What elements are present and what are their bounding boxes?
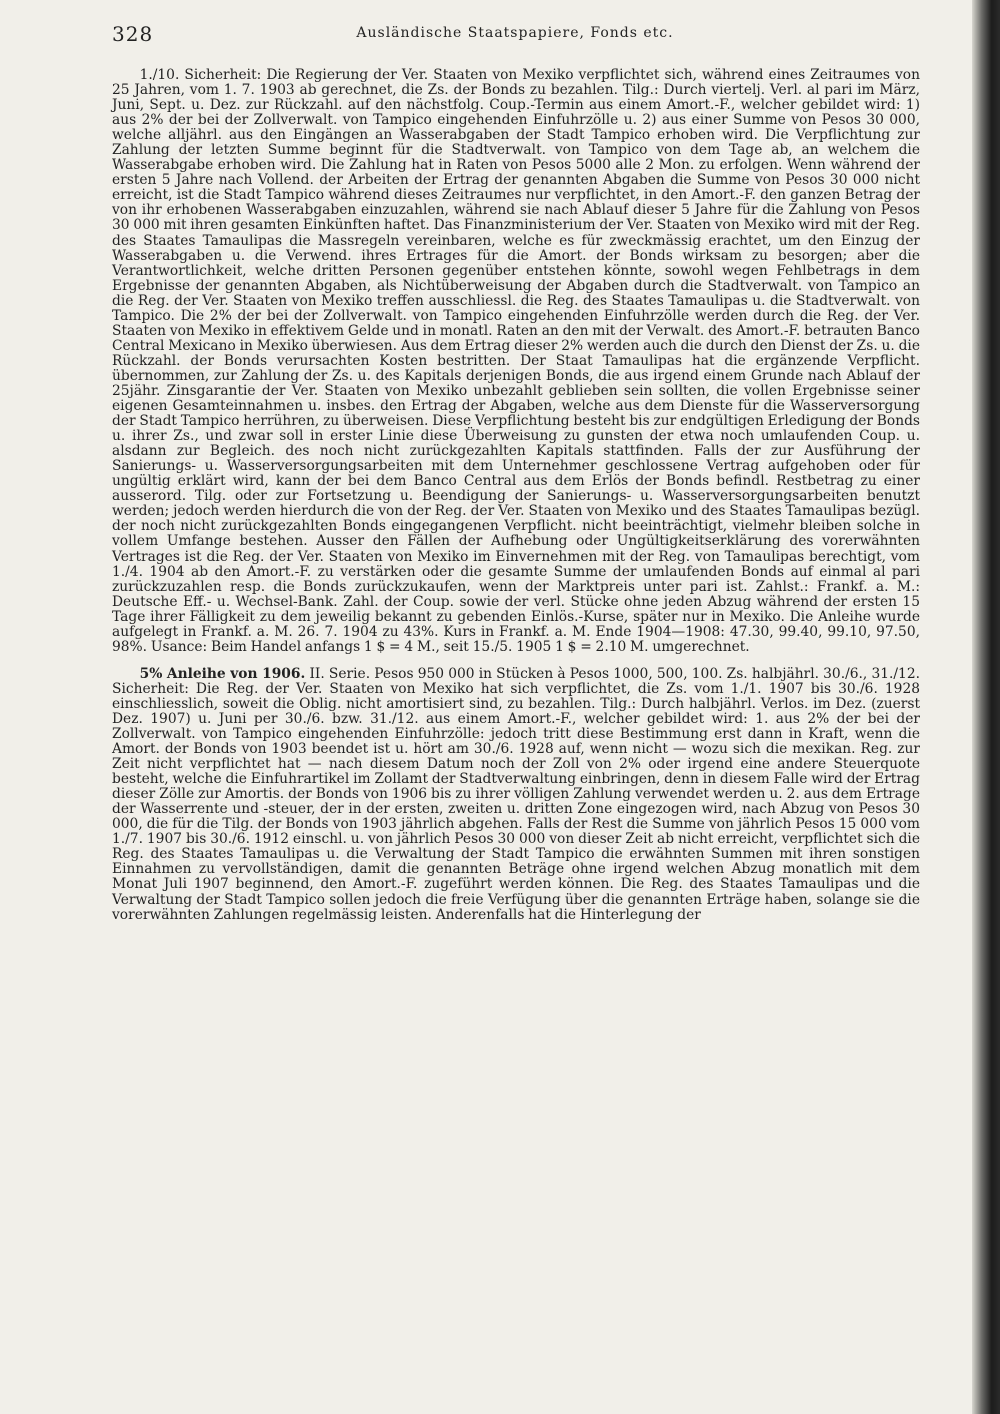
section-body: 1./10. Sicherheit: Die Regierung der Ver. Staaten von Mexiko verpflichtet sich, während eines Zeitraumes von 25 Jahren, vom 1. 7. 1903 ab gerechnet, die Zs. der Bonds zu bezahlen. Tilg.: Durch viertelj. Verl. al pari im März, Juni, Sept. u. Dez. zur Rückzahl. auf den nächstfolg. Coup.-Termin aus einem Amort.-F., welcher gebildet wird: 1) aus 2% der bei der Zollverwalt. von Tampico eingehenden Einfuhrzölle u. 2) aus einer Summe von Pesos 30 000, welche alljährl. aus den Eingängen an Wasserabgaben der Stadt Tampico erhoben wird. Die Verpflichtung zur Zahlung der letzten Summe beginnt für die Stadtverwalt. von Tampico von dem Tage ab, an welchem die Wasserabgabe erhoben wird. Die Zahlung hat in Raten von Pesos 5000 alle 2 Mon. zu erfolgen. Wenn während der ersten 5 Jahre nach Vollend. der Arbeiten der Ertrag der genannten Abgaben die Summe von Pesos 30 000 nicht erreicht, ist die Stadt Tampico während dieses Zeitraumes nur verpflichtet, in den Amort.-F. den ganzen Betrag der von ihr erhobenen Wasserabgaben einzuzahlen, während sie nach Ablauf dieser 5 Jahre für die Zahlung von Pesos 30 000 mit ihren gesamten Einkünften haftet. Das Finanzministerium der Ver. Staaten von Mexiko wird mit der Reg. des Staates Tamaulipas die Massregeln vereinbaren, welche es für zweckmässig erachtet, um den Einzug der Wasserabgaben u. die Verwend. ihres Ertrages für die Amort. der Bonds wirksam zu besorgen; aber die Verantwortlichkeit, welche dritten Personen gegenüber entstehen könnte, sowohl wegen Fehlbetrags in dem Ergebnisse der genannten Abgaben, als Nichtüberweisung der Abgaben durch die Stadtverwalt. von Tampico an die Reg. der Ver. Staaten von Mexiko treffen ausschliessl. die Reg. des Staates Tamaulipas u. die Stadtverwalt. von Tampico. Die 2% der bei der Zollverwalt. von Tampico eingehenden Einfuhrzölle werden durch die Reg. der Ver. Staaten von Mexiko in effektivem Gelde und in monatl. Raten an den mit der Verwalt. des Amort.-F. betrauten Banco Central Mexicano in Mexiko überwiesen. Aus dem Ertrag dieser 2% werden auch die durch den Dienst der Zs. u. die Rückzahl. der Bonds verursachten Kosten bestritten. Der Staat Tamaulipas hat die ergänzende Verpflicht. übernommen, zur Zahlung der Zs. u. des Kapitals derjenigen Bonds, die aus irgend einem Grunde nach Ablauf der 25jähr. Zinsgarantie der Ver. Staaten von Mexiko unbezahlt geblieben sein sollten, die vollen Ergebnisse seiner eigenen Gesamteinnahmen u. insbes. den Ertrag der Abgaben, welche aus dem Dienste für die Wasserversorgung der Stadt Tampico herrühren, zu überweisen. Diese Verpflichtung besteht bis zur endgültigen Erledigung der Bonds u. ihrer Zs., und zwar soll in erster Linie diese Überweisung zu gunsten der etwa noch umlaufenden Coup. u. alsdann zur Begleich. des noch nicht zurückgezahlten Kapitals stattfinden. Falls der zur Ausführung der Sanierungs- u. Wasserversorgungsarbeiten mit dem Unternehmer geschlossene Vertrag aufgehoben oder für ungültig erklärt wird, kann der bei dem Banco Central aus dem Erlös der Bonds befindl. Restbetrag zu einer ausserord. Tilg. oder zur Fortsetzung u. Beendigung der Sanierungs- u. Wasserversorgungsarbeiten benutzt werden; jedoch werden hierdurch die von der Reg. der Ver. Staaten von Mexiko und des Staates Tamaulipas bezügl. der noch nicht zurückgezahlten Bonds eingegangenen Verpflicht. nicht beeinträchtigt, vielmehr bleiben solche in vollem Umfange bestehen. Ausser den Fällen der Aufhebung oder Ungültigkeitserklärung des vorerwähnten Vertrages ist die Reg. der Ver. Staaten von Mexiko im Einvernehmen mit der Reg. von Tamaulipas berechtigt, vom 1./4. 1904 ab den Amort.-F. zu verstärken oder die gesamte Summe der umlaufenden Bonds auf einmal al pari zurückzuzahlen resp. die Bonds zurückzukaufen, wenn der Marktpreis unter pari ist. Zahlst.: Frankf. a. M.: Deutsche Eff.- u. Wechsel-Bank. Zahl. der Coup. sowie der verl. Stücke ohne jeden Abzug während der ersten 15 Tage ihrer Fälligkeit zu dem jeweilig bekannt zu gebenden Einlös.-Kurse, später nur in Mexiko. Die Anleihe wurde aufgelegt in Frankf. a. M. 26. 7. 1904 zu 43%. Kurs in Frankf. a. M. Ende 1904—1908: 47.30, 99.40, 99.10, 97.50, 98%. Usance: Beim Handel anfangs 1 $ = 4 M., seit 15./5. 1905 1 $ = 2.10 M. umgerechnet.: [112, 67, 920, 655]
book-binding-edge: [972, 0, 1000, 1414]
section-paragraph: [112, 667, 920, 923]
page-header: [112, 22, 918, 54]
section-paragraph: [112, 68, 920, 655]
section-body: II. Serie. Pesos 950 000 in Stücken à Pesos 1000, 500, 100. Zs. halbjährl. 30./6., 31./12. Sicherheit: Die Reg. der Ver. Staaten von Mexiko hat sich verpflichtet, die Zs. vom 1./1. 1907 bis 30./6. 1928 einschliesslich, soweit die Oblig. nicht amortisiert sind, zu bezahlen. Tilg.: Durch halbjährl. Verlos. im Dez. (zuerst Dez. 1907) u. Juni per 30./6. bzw. 31./12. aus einem Amort.-F., welcher gebildet wird: 1. aus 2% der bei der Zollverwalt. von Tampico eingehenden Einfuhrzölle: jedoch tritt diese Bestimmung erst dann in Kraft, wenn die Amort. der Bonds von 1903 beendet ist u. hört am 30./6. 1928 auf, wenn nicht — wozu sich die mexikan. Reg. zur Zeit nicht verpflichtet hat — nach diesem Datum noch der Zoll von 2% oder irgend eine andere Steuerquote besteht, welche die Einfuhrartikel im Zollamt der Stadtverwaltung einbringen, denn in diesem Falle wird der Ertrag dieser Zölle zur Amortis. der Bonds von 1906 bis zu ihrer völligen Zahlung verwendet werden u. 2. aus dem Ertrage der Wasserrente und -steuer, der in der ersten, zweiten u. dritten Zone eingezogen wird, nach Abzug von Pesos 30 000, die für die Tilg. der Bonds von 1903 jährlich abgehen. Falls der Rest die Summe von jährlich Pesos 15 000 vom 1./7. 1907 bis 30./6. 1912 einschl. u. von jährlich Pesos 30 000 von dieser Zeit ab nicht erreicht, verpflichtet sich die Reg. des Staates Tamaulipas u. die Verwaltung der Stadt Tampico die erwähnten Summen mit ihren sonstigen Einnahmen zu vervollständigen, damit die genannten Beträge ohne irgend welchen Abzug monatlich mit dem Monat Juli 1907 beginnend, den Amort.-F. zugeführt werden können. Die Reg. des Staates Tamaulipas und die Verwaltung der Stadt Tampico sollen jedoch die freie Verfügung über die genannten Erträge haben, solange sie die vorerwähnten Zahlungen regelmässig leisten. Anderenfalls hat die Hinterlegung der: [112, 665, 920, 923]
running-title: Ausländische Staatspapiere, Fonds etc.: [356, 25, 674, 41]
section-heading: 5% Anleihe von 1906.: [139, 665, 306, 682]
page-number: 328: [112, 22, 154, 46]
section-bond-1906: [112, 667, 920, 923]
section-bond-1903: [112, 68, 920, 655]
body-text: [112, 68, 920, 923]
